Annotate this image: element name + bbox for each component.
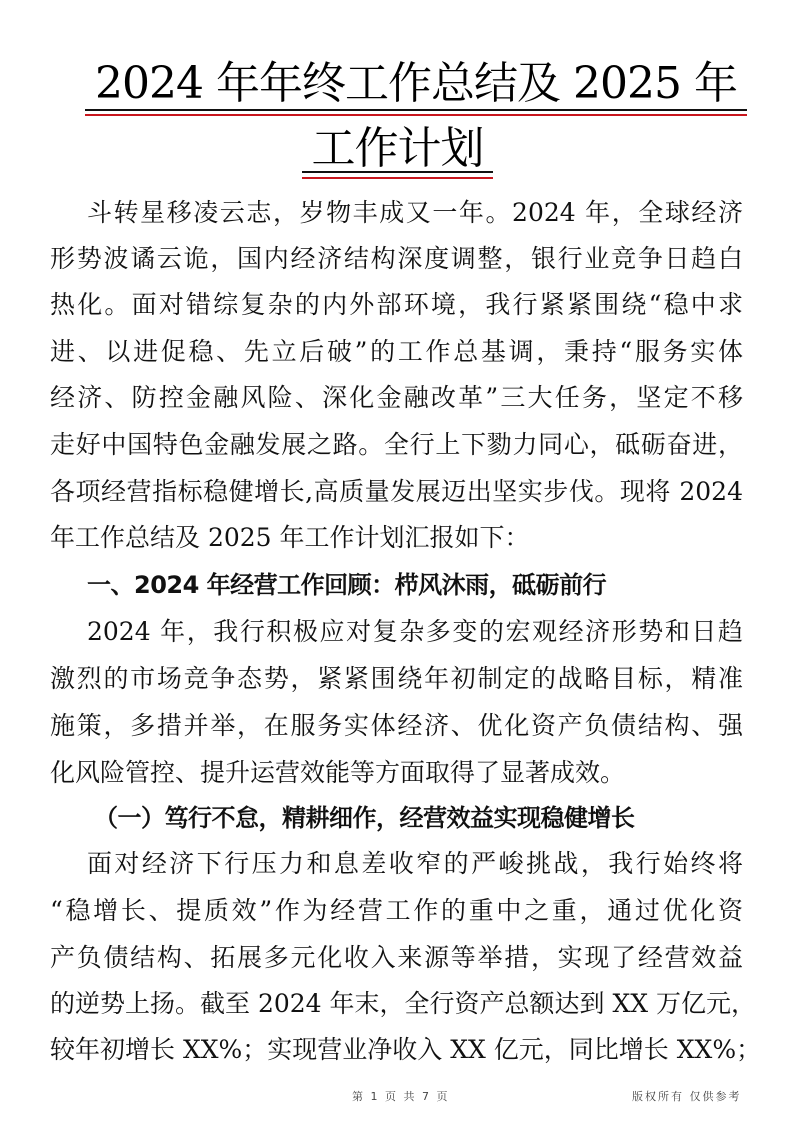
paragraph-line: 的逆势上扬。截至 2024 年末，全行资产总额达到 XX 万亿元， — [50, 989, 757, 1018]
subsection-heading: （一）笃行不怠，精耕细作，经营效益实现稳健增长 — [94, 804, 635, 832]
paragraph-line: “稳增长、提质效”作为经营工作的重中之重，通过优化资 — [50, 896, 743, 925]
paragraph-line: 各项经营指标稳健增长,高质量发展迈出坚实步伐。现将 2024 — [50, 477, 743, 506]
paragraph-line: 走好中国特色金融发展之路。全行上下勠力同心，砥砺奋进， — [50, 430, 743, 459]
paragraph-line: 热化。面对错综复杂的内外部环境，我行紧紧围绕“稳中求 — [50, 290, 743, 319]
paragraph-line: 激烈的市场竞争态势，紧紧围绕年初制定的战略目标，精准 — [50, 664, 743, 693]
title-underline-red — [302, 177, 493, 179]
paragraph-line: 施策，多措并举，在服务实体经济、优化资产负债结构、强 — [50, 711, 743, 740]
page-indicator: 第 1 页 共 7 页 — [352, 1090, 450, 1103]
section-heading: 一、2024 年经营工作回顾：栉风沐雨，砥砺前行 — [87, 571, 607, 599]
paragraph-line: 较年初增长 XX%；实现营业净收入 XX 亿元，同比增长 XX%； — [50, 1035, 762, 1064]
paragraph-line: 形势波谲云诡，国内经济结构深度调整，银行业竞争日趋白 — [50, 244, 743, 273]
document-title-line-2 — [302, 121, 493, 177]
paragraph-line: 产负债结构、拓展多元化收入来源等举措，实现了经营效益 — [50, 943, 743, 972]
paragraph-line: 斗转星移凌云志，岁物丰成又一年。2024 年，全球经济 — [87, 198, 743, 227]
title-underline-red — [85, 114, 747, 116]
paragraph-line: 年工作总结及 2025 年工作计划汇报如下： — [50, 523, 530, 552]
title-text: 2024 年年终工作总结及 2025 年 — [95, 58, 737, 109]
document-title-line-1 — [85, 56, 747, 112]
paragraph-line: 经济、防控金融风险、深化金融改革”三大任务，坚定不移 — [50, 383, 743, 412]
paragraph-line: 化风险管控、提升运营效能等方面取得了显著成效。 — [50, 758, 626, 787]
copyright-notice: 版权所有 仅供参考 — [632, 1090, 742, 1103]
title-underline-black — [85, 109, 747, 111]
paragraph-line: 面对经济下行压力和息差收窄的严峻挑战，我行始终将 — [87, 849, 743, 878]
paragraph-line: 2024 年，我行积极应对复杂多变的宏观经济形势和日趋 — [87, 617, 743, 646]
title-text: 工作计划 — [311, 123, 484, 174]
paragraph-line: 进、以进促稳、先立后破”的工作总基调，秉持“服务实体 — [50, 337, 743, 366]
title-underline-black — [302, 171, 493, 173]
